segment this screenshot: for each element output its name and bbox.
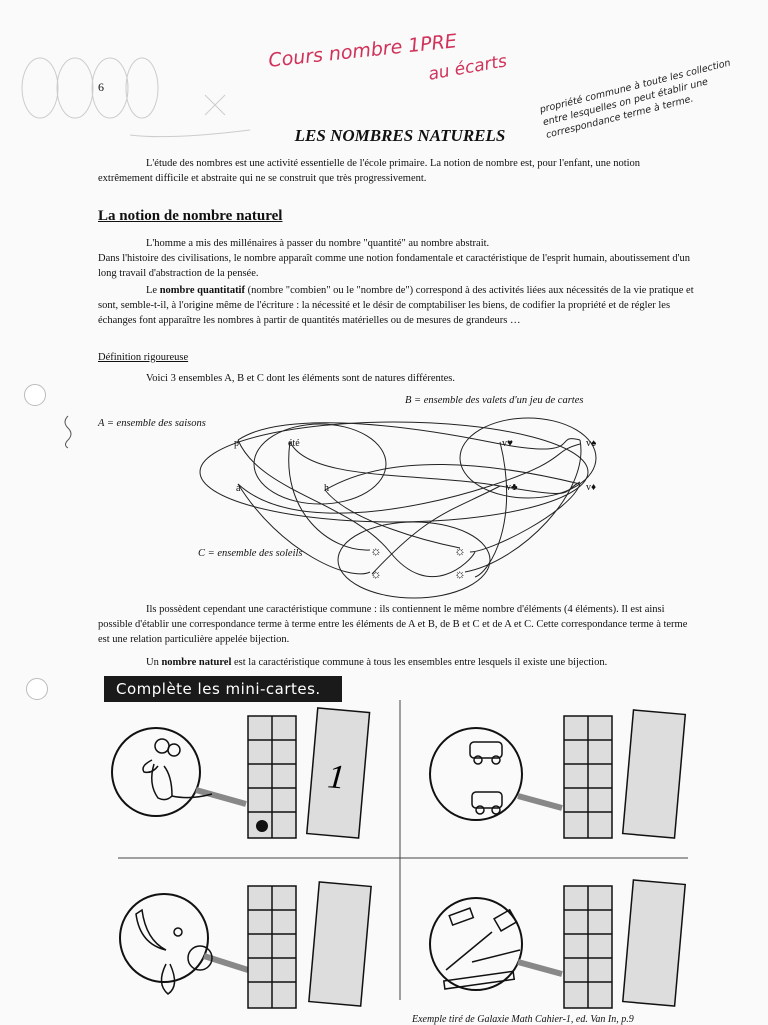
sun-icon: ☼ [370,566,382,581]
binder-hole-top [24,384,46,406]
paragraph-2 [98,283,694,328]
page-number: 6 [98,80,104,94]
fruit-icon [136,910,212,994]
b-element-3: v♦ [586,482,597,493]
number-card-digit: 1 [326,758,347,797]
paragraph-2-rest: (nombre "combien" ou le "nombre de") correspond à des activités liées aux nécessités de la vie pratique et sont, semble-t-il, à l'origine même de l'écriture : la nécessité et le désir de comptabiliser les biens, de codifier la propriété et de régler les échanges font apparaître les nombres à partir de quantités matérielles ou de mesures de grandeurs … [98,285,694,326]
paragraph-3: Ils possèdent cependant une caractéristique commune : ils contiennent le même nombre d'éléments (4 éléments). Il est ainsi possible d'établir une correspondance terme à terme entre les éléments de A et B, de B et C et de A et C. Cette correspondance terme à terme est une relation particulière appelée bijection. [98,604,688,645]
a-element-3: h [324,483,329,494]
b-element-0: v♥ [502,438,513,449]
handwritten-red-line2: au écarts [426,51,509,85]
blank-number-card [623,710,686,838]
sun-icon: ☼ [370,543,382,558]
blank-number-card [309,882,371,1006]
paragraph-4-bold: nombre naturel [161,657,232,668]
source-caption: Exemple tiré de Galaxie Math Cahier-1, ed. Van In, p.9 [412,1014,634,1025]
binder-hole-bottom [26,678,48,700]
number-card [307,708,370,838]
car-icon [470,742,502,814]
page-title: LES NOMBRES NATURELS [294,126,506,145]
section-title: La notion de nombre naturel [98,208,283,224]
b-element-1: v♠ [586,438,597,449]
set-b-label: B = ensemble des valets d'un jeu de cartes [405,395,584,406]
a-element-2: a [236,483,241,494]
pencil-squiggle [62,414,74,450]
handwritten-red-line1: Cours nombre 1PRE [267,30,458,72]
paragraph-1-line1: L'homme a mis des millénaires à passer du nombre "quantité" au nombre abstrait. [146,238,490,249]
set-a-label: A = ensemble des saisons [98,418,206,429]
panel-mouse [112,708,370,838]
paragraph-2-pre: Le [146,285,158,296]
set-a-ellipse [200,422,588,522]
a-element-0: p [234,438,239,449]
panel-cars [430,710,685,838]
sun-icon: ☼ [454,543,466,558]
definition-intro: Voici 3 ensembles A, B et C dont les éléments sont de natures différentes. [146,373,456,384]
paragraph-4 [98,655,694,670]
set-b-ellipse [460,418,596,498]
paragraph-1 [98,236,694,281]
venn-diagram [190,412,640,607]
paragraph-1-line2: Dans l'histoire des civilisations, le nombre apparaît comme une notion fondamentale et caractéristique de l'esprit humain, aboutissement d'un long travail d'abstraction de la pensée. [98,253,691,279]
sun-icon: ☼ [454,566,466,581]
b-element-2: v♣ [506,482,518,493]
definition-title: Définition rigoureuse [98,352,189,363]
blank-number-card [623,880,685,1006]
intro-paragraph: L'étude des nombres est une activité essentielle de l'école primaire. La notion de nombre est, pour l'enfant, une notion extrêmement difficile et abstraite qui ne se construit que très progressivement. [98,158,641,184]
handwritten-black-note: propriété commune à toute les collection entre lesquelles on peut établir une correspondance terme à terme. [538,57,732,141]
exercise-banner: Complète les mini-cartes. [104,676,342,702]
dot-icon [256,820,268,832]
panel-school-tools [430,880,685,1008]
mini-cards-exercise [100,700,700,1018]
a-element-1: été [288,438,300,449]
paragraph-4-rest: est la caractéristique commune à tous les ensembles entre lesquels il existe une bijection. [234,657,608,668]
panel-fruits [120,882,371,1008]
paragraph-4-pre: Un [146,657,159,668]
set-c-label: C = ensemble des soleils [198,548,303,559]
paragraph-2-bold: nombre quantitatif [159,285,245,296]
